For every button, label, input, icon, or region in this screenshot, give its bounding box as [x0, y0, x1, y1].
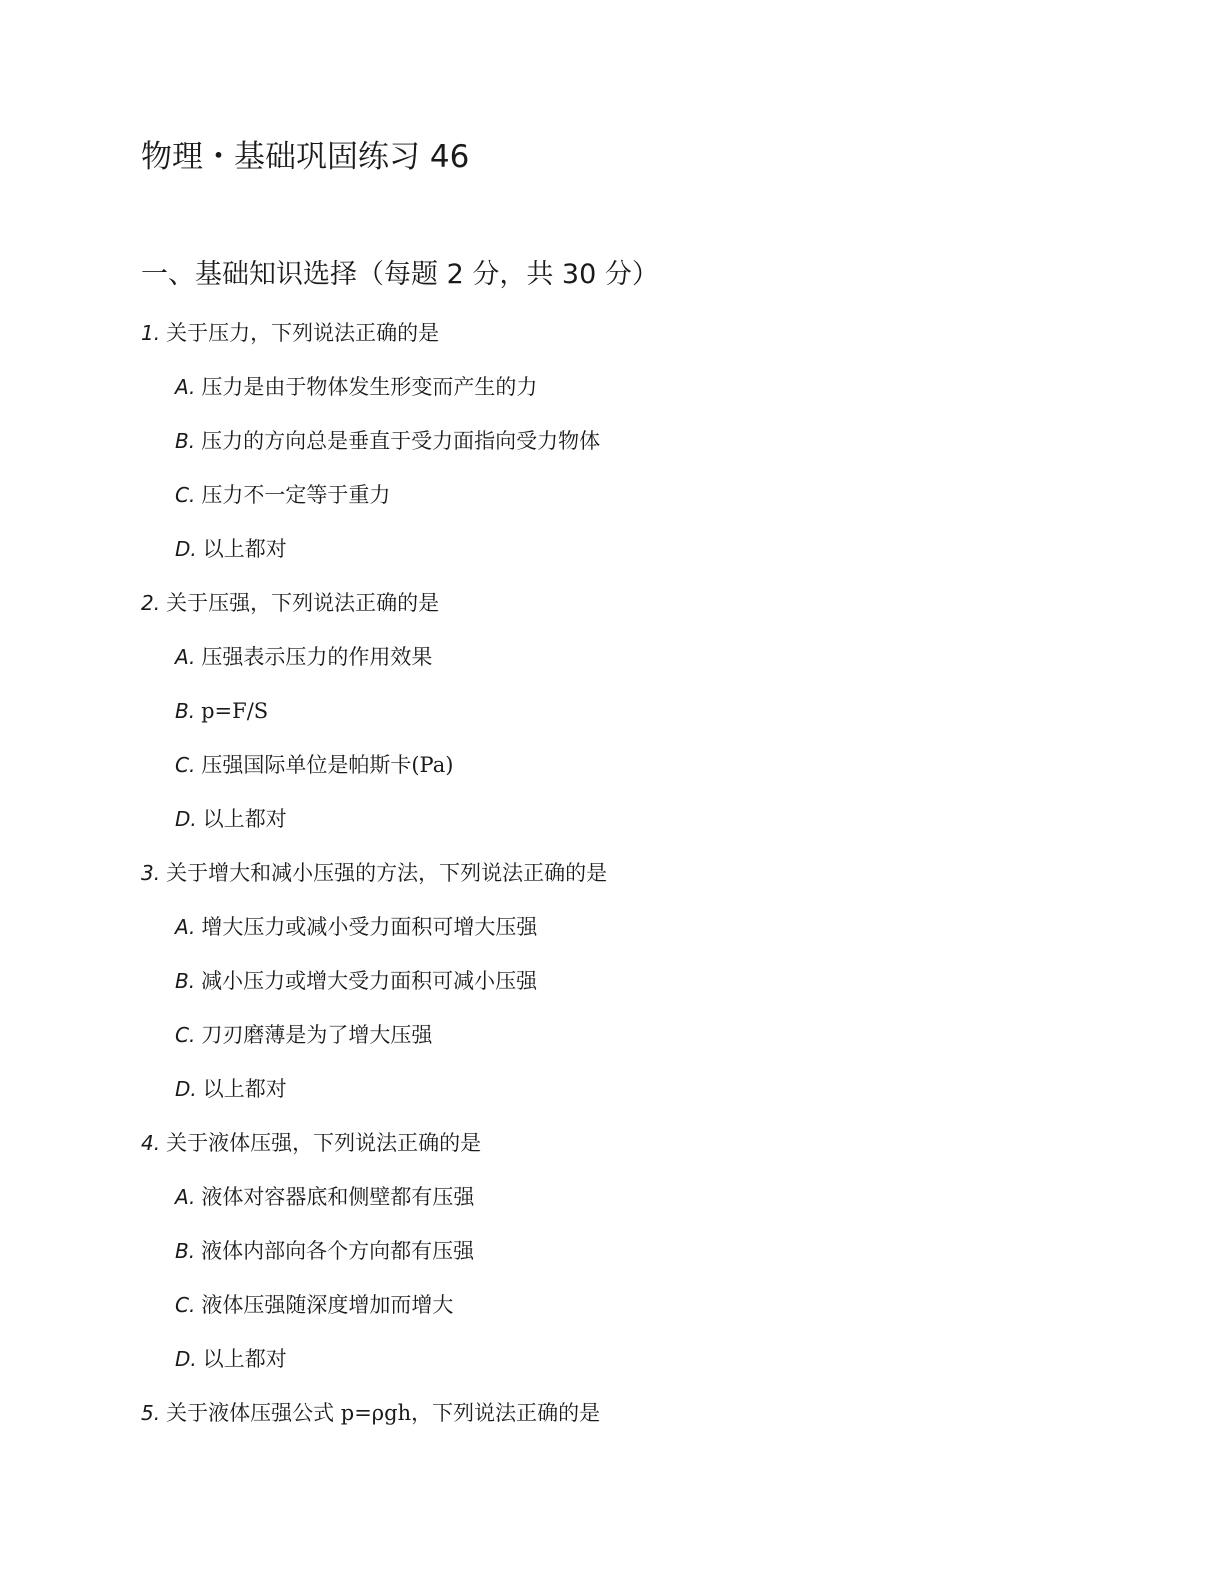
option-label: A. — [175, 915, 196, 939]
option-text: 压力是由于物体发生形变而产生的力 — [201, 375, 538, 399]
option-c[interactable] — [175, 750, 453, 780]
option-text: 以上都对 — [202, 1347, 287, 1371]
question-number: 3. — [141, 861, 161, 885]
page-title: 物理・基础巩固练习 46 — [141, 139, 470, 175]
option-c[interactable] — [175, 1290, 453, 1320]
option-d[interactable] — [175, 1344, 287, 1374]
option-text: 减小压力或增大受力面积可减小压强 — [201, 969, 538, 993]
option-text: 液体对容器底和侧壁都有压强 — [201, 1185, 475, 1209]
option-c[interactable] — [175, 1020, 432, 1050]
option-a[interactable] — [175, 1182, 474, 1212]
option-label: B. — [175, 699, 196, 723]
option-label: A. — [175, 375, 196, 399]
option-label: D. — [175, 1347, 197, 1371]
option-label: C. — [175, 1293, 196, 1317]
option-d[interactable] — [175, 804, 287, 834]
question-text: 关于压强，下列说法正确的是 — [166, 591, 440, 615]
question-4 — [141, 1128, 481, 1158]
option-b[interactable] — [175, 426, 600, 456]
option-label: B. — [175, 429, 196, 453]
option-label: A. — [175, 645, 196, 669]
option-a[interactable] — [175, 372, 537, 402]
option-text: 压强表示压力的作用效果 — [201, 645, 433, 669]
option-text: 压力的方向总是垂直于受力面指向受力物体 — [201, 429, 601, 453]
option-label: D. — [175, 807, 197, 831]
question-number: 2. — [141, 591, 161, 615]
option-text: 增大压力或减小受力面积可增大压强 — [201, 915, 538, 939]
question-3 — [141, 858, 607, 888]
option-label: C. — [175, 1023, 196, 1047]
option-text: p=F/S — [201, 699, 269, 723]
option-d[interactable] — [175, 1074, 287, 1104]
option-label: C. — [175, 753, 196, 777]
question-text: 关于液体压强公式 p=ρgh，下列说法正确的是 — [166, 1401, 601, 1425]
option-a[interactable] — [175, 642, 432, 672]
option-label: B. — [175, 1239, 196, 1263]
option-label: A. — [175, 1185, 196, 1209]
option-b[interactable] — [175, 966, 537, 996]
option-label: D. — [175, 1077, 197, 1101]
option-text: 压强国际单位是帕斯卡(Pa) — [201, 753, 454, 777]
option-b[interactable] — [175, 696, 268, 726]
option-text: 刀刃磨薄是为了增大压强 — [201, 1023, 433, 1047]
option-a[interactable] — [175, 912, 537, 942]
option-text: 压力不一定等于重力 — [201, 483, 391, 507]
question-1 — [141, 318, 439, 348]
question-5 — [141, 1398, 600, 1428]
option-c[interactable] — [175, 480, 390, 510]
question-number: 4. — [141, 1131, 161, 1155]
option-b[interactable] — [175, 1236, 474, 1266]
option-label: D. — [175, 537, 197, 561]
option-label: C. — [175, 483, 196, 507]
option-text: 以上都对 — [202, 807, 287, 831]
question-number: 1. — [141, 321, 161, 345]
option-text: 以上都对 — [202, 1077, 287, 1101]
option-d[interactable] — [175, 534, 287, 564]
option-text: 液体内部向各个方向都有压强 — [201, 1239, 475, 1263]
question-number: 5. — [141, 1401, 161, 1425]
question-text: 关于增大和减小压强的方法，下列说法正确的是 — [166, 861, 608, 885]
question-text: 关于液体压强，下列说法正确的是 — [166, 1131, 482, 1155]
question-text: 关于压力，下列说法正确的是 — [166, 321, 440, 345]
option-text: 以上都对 — [202, 537, 287, 561]
section-title: 一、基础知识选择（每题 2 分，共 30 分） — [141, 259, 659, 290]
option-text: 液体压强随深度增加而增大 — [201, 1293, 454, 1317]
option-label: B. — [175, 969, 196, 993]
question-2 — [141, 588, 439, 618]
